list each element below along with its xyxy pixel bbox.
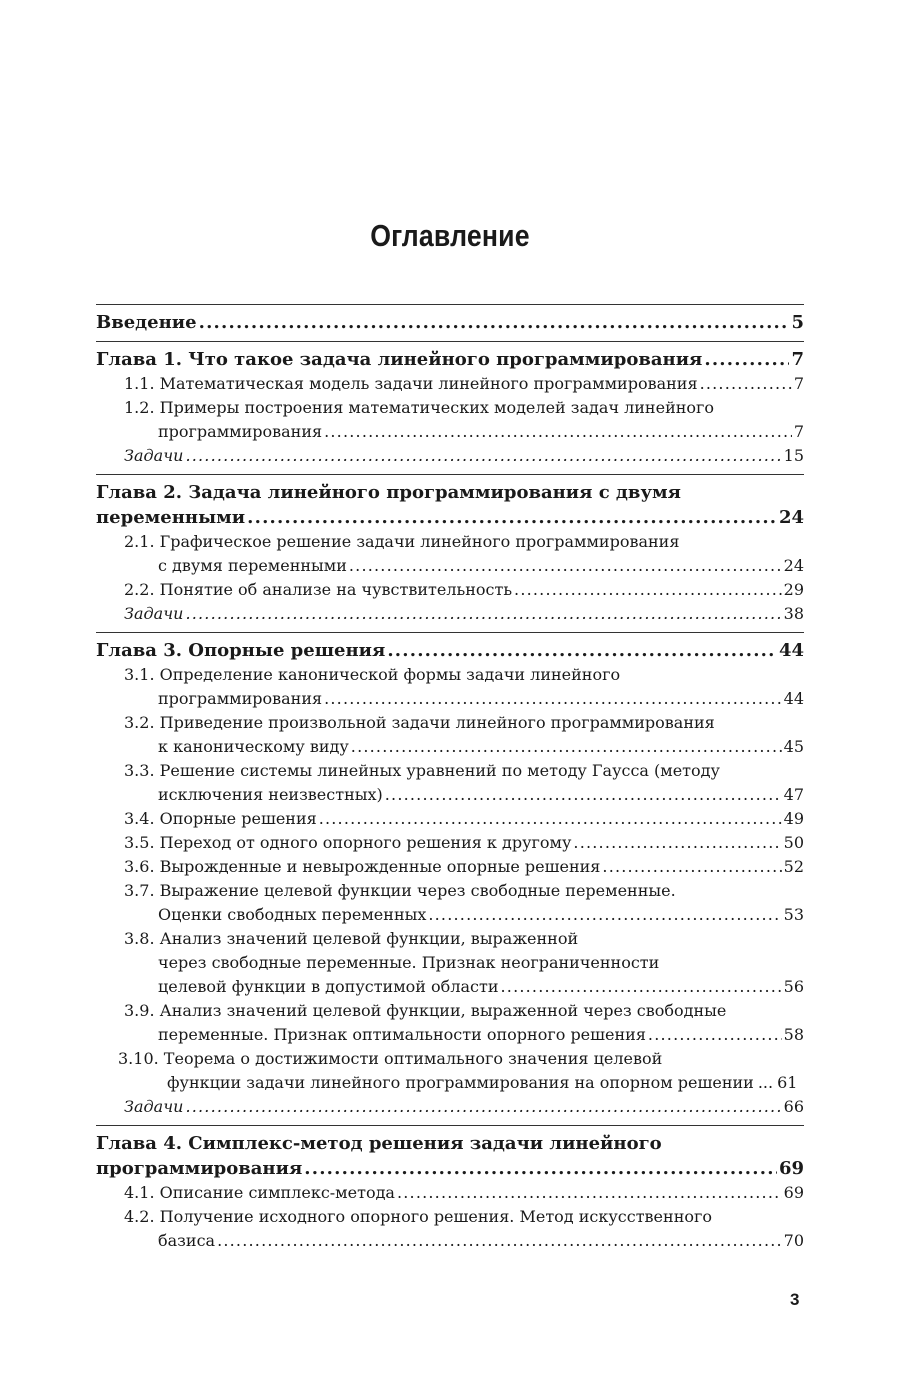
toc-section-line[interactable]	[96, 903, 804, 927]
toc-section-line[interactable]	[96, 1071, 804, 1095]
toc-section-line[interactable]: 4.2. Получение исходного опорного решения. Метод искусственного	[124, 1207, 712, 1226]
dot-leader	[304, 1156, 777, 1181]
toc-label: 1.1. Математическая модель задачи линейного программирования	[124, 374, 698, 393]
toc-chapter-4	[96, 1125, 804, 1259]
dot-leader	[185, 1095, 781, 1119]
toc-section-line[interactable]: 3.8. Анализ значений целевой функции, выраженной	[124, 929, 579, 948]
toc-label: Задачи	[124, 446, 184, 465]
toc-section-line[interactable]: 1.2. Примеры построения математических моделей задач линейного	[124, 398, 715, 417]
toc-section-line[interactable]	[96, 735, 804, 759]
table-of-contents	[96, 304, 804, 1259]
toc-label: с двумя переменными	[158, 556, 347, 575]
toc-label: переменными	[96, 507, 246, 528]
toc-section-line[interactable]: 3.7. Выражение целевой функции через свободные переменные.	[124, 881, 676, 900]
dot-leader	[319, 807, 782, 831]
toc-page: 53	[783, 905, 804, 924]
toc-page: 58	[783, 1025, 804, 1044]
dot-leader	[397, 1181, 782, 1205]
toc-page: 24	[783, 556, 804, 575]
toc-section-line[interactable]	[96, 807, 804, 831]
dot-leader	[185, 444, 781, 468]
dot-leader	[428, 903, 781, 927]
toc-section-line[interactable]	[96, 420, 804, 444]
toc-section-line[interactable]: 2.1. Графическое решение задачи линейного программирования	[124, 532, 680, 551]
toc-page: 56	[783, 977, 804, 996]
toc-page: 61	[777, 1073, 798, 1092]
toc-label: целевой функции в допустимой области	[158, 977, 499, 996]
dot-leader	[324, 420, 792, 444]
toc-label: функции задачи линейного программирования на опорном решении	[167, 1073, 754, 1092]
toc-section-line[interactable]: через свободные переменные. Признак неограниченности	[158, 953, 660, 972]
toc-page: 7	[793, 422, 804, 441]
toc-chapter-line[interactable]	[96, 1156, 804, 1181]
toc-section-line[interactable]: 3.10. Теорема о достижимости оптимального значения целевой	[118, 1049, 663, 1068]
toc-chapter-line[interactable]	[96, 505, 804, 530]
toc-section-line[interactable]	[96, 578, 804, 602]
page-number: 3	[790, 1290, 800, 1309]
dot-leader	[349, 554, 782, 578]
toc-chapter-line[interactable]	[96, 347, 804, 372]
toc-label: 2.2. Понятие об анализе на чувствительность	[124, 580, 513, 599]
dot-leader	[351, 735, 782, 759]
toc-chapter-line[interactable]: Глава 2. Задача линейного программирования с двумя	[96, 482, 681, 503]
toc-section-line[interactable]	[96, 855, 804, 879]
toc-label: базиса	[158, 1231, 216, 1250]
toc-label: к каноническому виду	[158, 737, 349, 756]
toc-section-line[interactable]	[96, 831, 804, 855]
dot-leader	[199, 310, 790, 335]
toc-ellipsis: ...	[757, 1073, 774, 1092]
toc-label: Задачи	[124, 1097, 184, 1116]
toc-section-line[interactable]	[96, 372, 804, 396]
toc-chapter-line[interactable]	[96, 638, 804, 663]
dot-leader	[573, 831, 781, 855]
toc-label: 4.1. Описание симплекс-метода	[124, 1183, 395, 1202]
toc-page: 44	[783, 689, 804, 708]
dot-leader	[387, 638, 777, 663]
toc-section-line[interactable]	[96, 687, 804, 711]
toc-section-line[interactable]	[96, 1023, 804, 1047]
toc-label: программирования	[158, 689, 323, 708]
toc-intro	[96, 304, 804, 341]
toc-label: программирования	[158, 422, 323, 441]
toc-page: 66	[783, 1097, 804, 1116]
toc-section-line[interactable]	[96, 783, 804, 807]
toc-chapter-2	[96, 474, 804, 632]
toc-label: 3.4. Опорные решения	[124, 809, 317, 828]
toc-page: 24	[778, 507, 804, 528]
toc-label: Введение	[96, 312, 197, 333]
toc-page: 15	[783, 446, 804, 465]
toc-page: 47	[783, 785, 804, 804]
toc-section-line[interactable]	[96, 1229, 804, 1253]
toc-chapter-1	[96, 341, 804, 474]
dot-leader	[700, 372, 792, 396]
toc-label: 3.5. Переход от одного опорного решения к другому	[124, 833, 572, 852]
toc-section-line[interactable]: 3.1. Определение канонической формы задачи линейного	[124, 665, 621, 684]
toc-tasks-line[interactable]	[96, 602, 804, 626]
dot-leader	[247, 505, 777, 530]
toc-chapter-line[interactable]: Глава 4. Симплекс-метод решения задачи линейного	[96, 1133, 662, 1154]
page-title: Оглавление	[370, 218, 530, 253]
toc-label: переменные. Признак оптимальности опорного решения	[158, 1025, 646, 1044]
dot-leader	[185, 602, 781, 626]
dot-leader	[385, 783, 782, 807]
toc-section-line[interactable]	[96, 554, 804, 578]
toc-page: 7	[791, 349, 804, 370]
toc-page: 38	[783, 604, 804, 623]
toc-label: Глава 1. Что такое задача линейного программирования	[96, 349, 703, 370]
toc-page: 70	[783, 1231, 804, 1250]
toc-label: 3.6. Вырожденные и невырожденные опорные решения	[124, 857, 601, 876]
toc-tasks-line[interactable]	[96, 444, 804, 468]
toc-line[interactable]	[96, 310, 804, 335]
toc-label: Глава 3. Опорные решения	[96, 640, 386, 661]
dot-leader	[217, 1229, 782, 1253]
dot-leader	[704, 347, 789, 372]
toc-page: 69	[783, 1183, 804, 1202]
toc-section-line[interactable]: 3.2. Приведение произвольной задачи линейного программирования	[124, 713, 715, 732]
toc-section-line[interactable]	[96, 975, 804, 999]
toc-page: 69	[778, 1158, 804, 1179]
dot-leader	[602, 855, 781, 879]
toc-chapter-3	[96, 632, 804, 1125]
toc-page: 7	[793, 374, 804, 393]
toc-tasks-line[interactable]	[96, 1095, 804, 1119]
toc-page: 44	[778, 640, 804, 661]
dot-leader	[648, 1023, 782, 1047]
toc-page: 5	[791, 312, 804, 333]
dot-leader	[514, 578, 782, 602]
dot-leader	[324, 687, 782, 711]
toc-section-line[interactable]	[96, 1181, 804, 1205]
toc-section-line[interactable]: 3.3. Решение системы линейных уравнений по методу Гаусса (методу	[124, 761, 720, 780]
toc-label: программирования	[96, 1158, 303, 1179]
toc-label: Задачи	[124, 604, 184, 623]
dot-leader	[501, 975, 782, 999]
toc-label: Оценки свободных переменных	[158, 905, 427, 924]
toc-page: 45	[783, 737, 804, 756]
toc-page: 50	[783, 833, 804, 852]
toc-label: исключения неизвестных)	[158, 785, 383, 804]
toc-page: 52	[783, 857, 804, 876]
toc-page: 49	[783, 809, 804, 828]
toc-page: 29	[783, 580, 804, 599]
toc-section-line[interactable]: 3.9. Анализ значений целевой функции, выраженной через свободные	[124, 1001, 727, 1020]
